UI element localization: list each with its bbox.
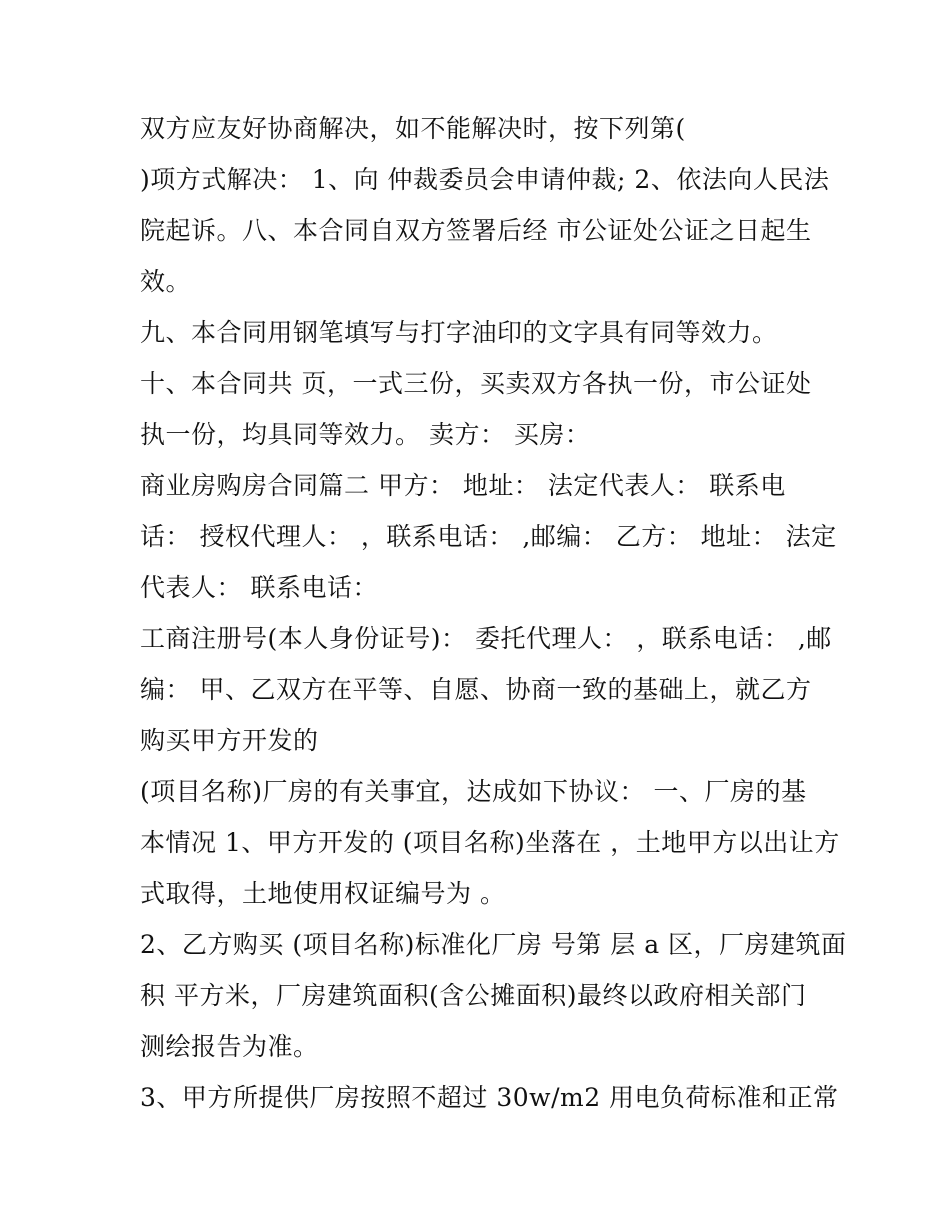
text-line: 测绘报告为准。 bbox=[140, 1032, 319, 1061]
text-line: 代表人： 联系电话： bbox=[140, 573, 378, 602]
text-line: (项目名称)厂房的有关事宜，达成如下协议： 一、厂房的基 bbox=[140, 777, 807, 806]
text-line: 商业房购房合同篇二 甲方： 地址： 法定代表人： 联系电 bbox=[140, 471, 786, 500]
text-line: 工商注册号(本人身份证号)： 委托代理人： ，联系电话： ,邮 bbox=[140, 624, 832, 653]
text-line: 九、本合同用钢笔填写与打字油印的文字具有同等效力。 bbox=[140, 318, 778, 347]
text-line: 式取得，土地使用权证编号为 。 bbox=[140, 879, 506, 908]
text-line: 3、甲方所提供厂房按照不超过 30w/m2 用电负荷标准和正常 bbox=[140, 1083, 839, 1112]
text-line: 积 平方米，厂房建筑面积(含公摊面积)最终以政府相关部门 bbox=[140, 981, 807, 1010]
text-line: 编： 甲、乙双方在平等、自愿、协商一致的基础上，就乙方 bbox=[140, 675, 812, 704]
text-line: 2、乙方购买 (项目名称)标准化厂房 号第 层 a 区，厂房建筑面 bbox=[140, 930, 847, 959]
text-line: )项方式解决： 1、向 仲裁委员会申请仲裁; 2、依法向人民法 bbox=[140, 165, 830, 194]
text-line: 话： 授权代理人： ，联系电话： ,邮编： 乙方： 地址： 法定 bbox=[140, 522, 837, 551]
text-line: 十、本合同共 页，一式三份，买卖双方各执一份，市公证处 bbox=[140, 369, 812, 398]
text-line: 购买甲方开发的 bbox=[140, 726, 319, 755]
text-line: 执一份，均具同等效力。 卖方： 买房： bbox=[140, 420, 591, 449]
text-line: 院起诉。八、本合同自双方签署后经 市公证处公证之日起生 bbox=[140, 216, 812, 245]
text-line: 本情况 1、甲方开发的 (项目名称)坐落在 ，土地甲方以出让方 bbox=[140, 828, 840, 857]
text-line: 双方应友好协商解决，如不能解决时，按下列第( bbox=[140, 114, 686, 143]
text-line: 效。 bbox=[140, 267, 192, 296]
